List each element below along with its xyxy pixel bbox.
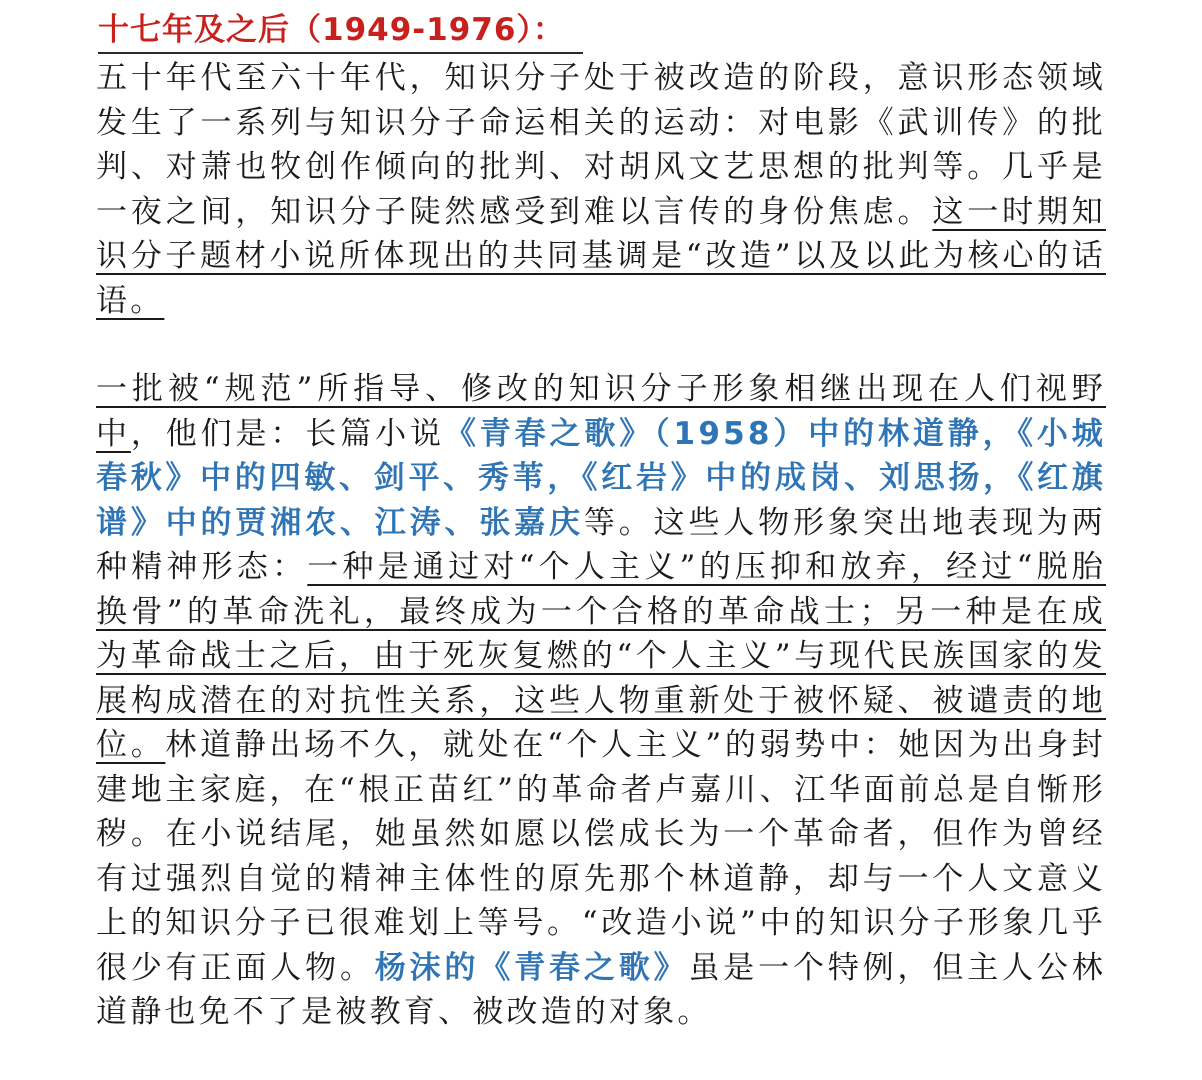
paragraph-2-text-2: 等。这些人物形象突出地表现为两种精神形态： bbox=[96, 504, 1106, 585]
paragraph-2-text-1: ，他们是：长篇小说 bbox=[130, 415, 445, 452]
paragraph-2-highlight-1: 《青春之歌》（1958）中的林道静，《小城春秋》中的四敏、剑平、秀苇，《红岩》中的成岗、刘思扬，《红旗谱》中的贾湘农、江涛、张嘉庆 bbox=[96, 415, 1106, 541]
paragraph-1-text: 五十年代至六十年代，知识分子处于被改造的阶段，意识形态领域发生了一系列与知识分子命运相关的运动：对电影《武训传》的批判、对萧也牧创作倾向的批判、对胡风文艺思想的批判等。几乎是一夜之间，知识分子陡然感受到难以言传的身份焦虑。 bbox=[96, 60, 1106, 230]
paragraph-2 bbox=[96, 367, 1106, 1035]
paragraph-2-highlight-2: 杨沫的《青春之歌》 bbox=[374, 949, 689, 986]
paragraph-1-underlined: 这一时期知识分子题材小说所体现出的共同基调是“改造”以及以此为核心的话语。 bbox=[96, 193, 1106, 319]
paragraph-2-text-3: 林道静出场不久，就处在“个人主义”的弱势中：她因为出身封建地主家庭，在“根正苗红”的革命者卢嘉川、江华面前总是自惭形秽。在小说结尾，她虽然如愿以偿成长为一个革命者，但作为曾经有过强烈自觉的精神主体性的原先那个林道静，却与一个人文意义上的知识分子已很难划上等号。“改造小说”中的知识分子形象几乎很少有正面人物。 bbox=[96, 727, 1106, 986]
paragraph-2-underlined-2: 一种是通过对“个人主义”的压抑和放弃，经过“脱胎换骨”的革命洗礼，最终成为一个合格的革命战士；另一种是在成为革命战士之后，由于死灰复燃的“个人主义”与现代民族国家的发展构成潜在的对抗性关系，这些人物重新处于被怀疑、被谴责的地位。 bbox=[96, 549, 1106, 763]
section-title: 十七年及之后（1949-1976）： bbox=[98, 8, 583, 54]
paragraph-1 bbox=[96, 56, 1106, 323]
paragraph-2-underlined-1: 一批被“规范”所指导、修改的知识分子形象相继出现在人们视野中 bbox=[96, 371, 1106, 452]
paragraph-2-text-4: 虽是一个特例，但主人公林道静也免不了是被教育、被改造的对象。 bbox=[96, 949, 1106, 1030]
